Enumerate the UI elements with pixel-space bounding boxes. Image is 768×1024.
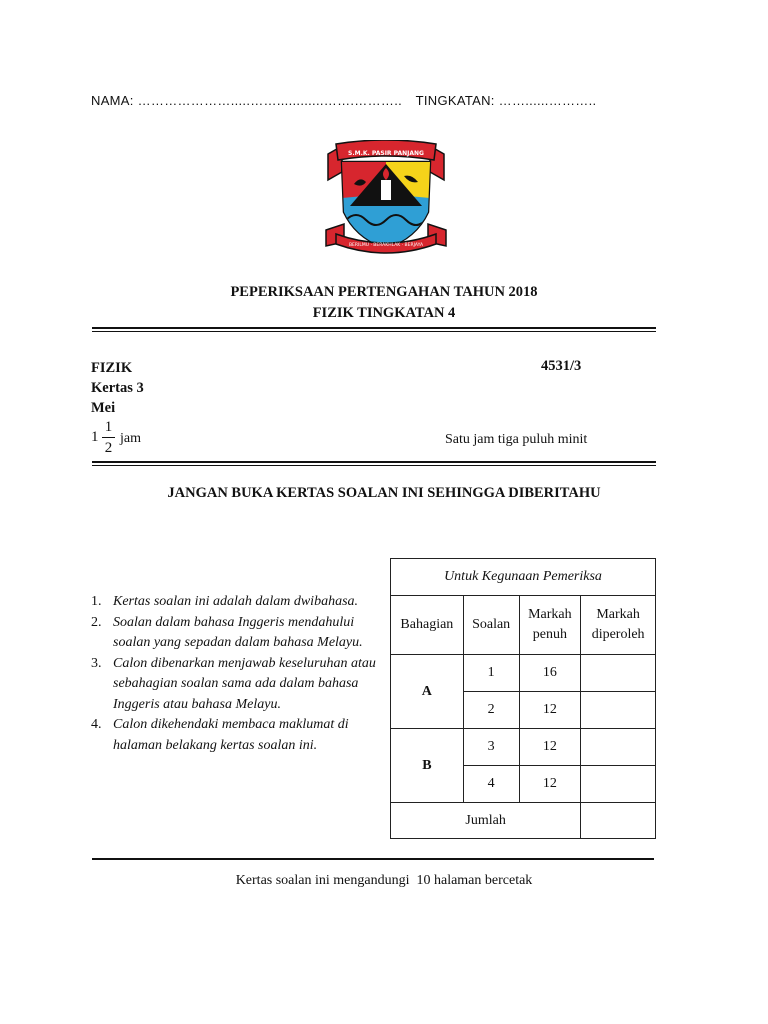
form-label: TINGKATAN:	[415, 93, 495, 108]
instruction-number: 4.	[91, 717, 102, 732]
instruction-item	[91, 654, 386, 716]
examiner-marks-table	[390, 558, 656, 839]
header-bahagian: Bahagian	[391, 596, 464, 655]
paper-number: Kertas 3	[91, 380, 144, 396]
marks-obtained-cell[interactable]	[581, 692, 656, 729]
full-marks: 16	[519, 655, 581, 692]
bottom-double-rule	[92, 461, 656, 466]
instruction-text: Calon dikehendaki membaca maklumat di halaman belakang kertas soalan ini.	[113, 717, 349, 753]
paper-code: 4531/3	[541, 358, 582, 374]
instruction-text: Calon dibenarkan menjawab keseluruhan atau sebahagian soalan sama ada dalam bahasa Inggeris atau bahasa Melayu.	[113, 655, 376, 712]
duration-unit: jam	[120, 431, 141, 446]
question-number: 3	[463, 729, 519, 766]
header-markah-penuh: Markah penuh	[519, 596, 581, 655]
full-marks: 12	[519, 729, 581, 766]
full-marks: 12	[519, 766, 581, 803]
instruction-number: 2.	[91, 614, 102, 630]
section-a-label: A	[391, 655, 464, 729]
header-markah-diperoleh: Markah diperoleh	[581, 596, 656, 655]
total-label: Jumlah	[391, 803, 581, 839]
duration-whole: 1	[91, 429, 99, 445]
fraction-numerator: 1	[104, 419, 113, 435]
question-number: 2	[463, 692, 519, 729]
subject-name: FIZIK	[91, 360, 133, 376]
name-label: NAMA:	[91, 93, 134, 108]
fraction-bar	[102, 437, 115, 438]
table-row	[391, 729, 656, 766]
logo-top-text: S.M.K. PASIR PANJANG	[348, 150, 424, 157]
school-crest-logo	[324, 140, 448, 256]
marks-obtained-cell[interactable]	[581, 766, 656, 803]
instruction-text: Soalan dalam bahasa Inggeris mendahului soalan yang sepadan dalam bahasa Melayu.	[113, 614, 363, 650]
exam-title: PEPERIKSAAN PERTENGAHAN TAHUN 2018	[230, 284, 538, 300]
duration-fraction-part	[102, 418, 115, 457]
instruction-item	[91, 613, 386, 654]
total-row	[391, 803, 656, 839]
question-number: 4	[463, 766, 519, 803]
candidate-info-line	[91, 93, 596, 108]
table-caption: Untuk Kegunaan Pemeriksa	[391, 559, 656, 596]
marks-obtained-cell[interactable]	[581, 655, 656, 692]
instruction-item	[91, 715, 386, 756]
instruction-number: 3.	[91, 655, 102, 671]
exam-month: Mei	[91, 400, 116, 416]
fraction-denominator: 2	[104, 440, 113, 456]
duration-in-words: Satu jam tiga puluh minit	[445, 432, 588, 447]
instruction-number: 1.	[91, 594, 102, 609]
total-marks-cell[interactable]	[581, 803, 656, 839]
question-number: 1	[463, 655, 519, 692]
name-fill-field[interactable]: ………………….....……............…….………..	[137, 93, 403, 108]
instructions-list	[91, 592, 386, 756]
instruction-item	[91, 592, 386, 613]
section-b-label: B	[391, 729, 464, 803]
top-double-rule	[92, 327, 656, 332]
form-fill-field[interactable]: ……......………..	[498, 93, 597, 108]
full-marks: 12	[519, 692, 581, 729]
header-soalan: Soalan	[463, 596, 519, 655]
paper-details	[91, 358, 144, 418]
marks-obtained-cell[interactable]	[581, 729, 656, 766]
page-count-note: Kertas soalan ini mengandungi 10 halaman bercetak	[235, 873, 533, 888]
table-row	[391, 655, 656, 692]
logo-motto-text: BERILMU · BERAKHLAK · BERJAYA	[348, 243, 424, 248]
footer-rule	[92, 858, 654, 860]
instruction-text: Kertas soalan ini adalah dalam dwibahasa.	[113, 594, 359, 609]
exam-subtitle: FIZIK TINGKATAN 4	[312, 305, 456, 321]
warning-notice: JANGAN BUKA KERTAS SOALAN INI SEHINGGA DIBERITAHU	[167, 485, 601, 501]
